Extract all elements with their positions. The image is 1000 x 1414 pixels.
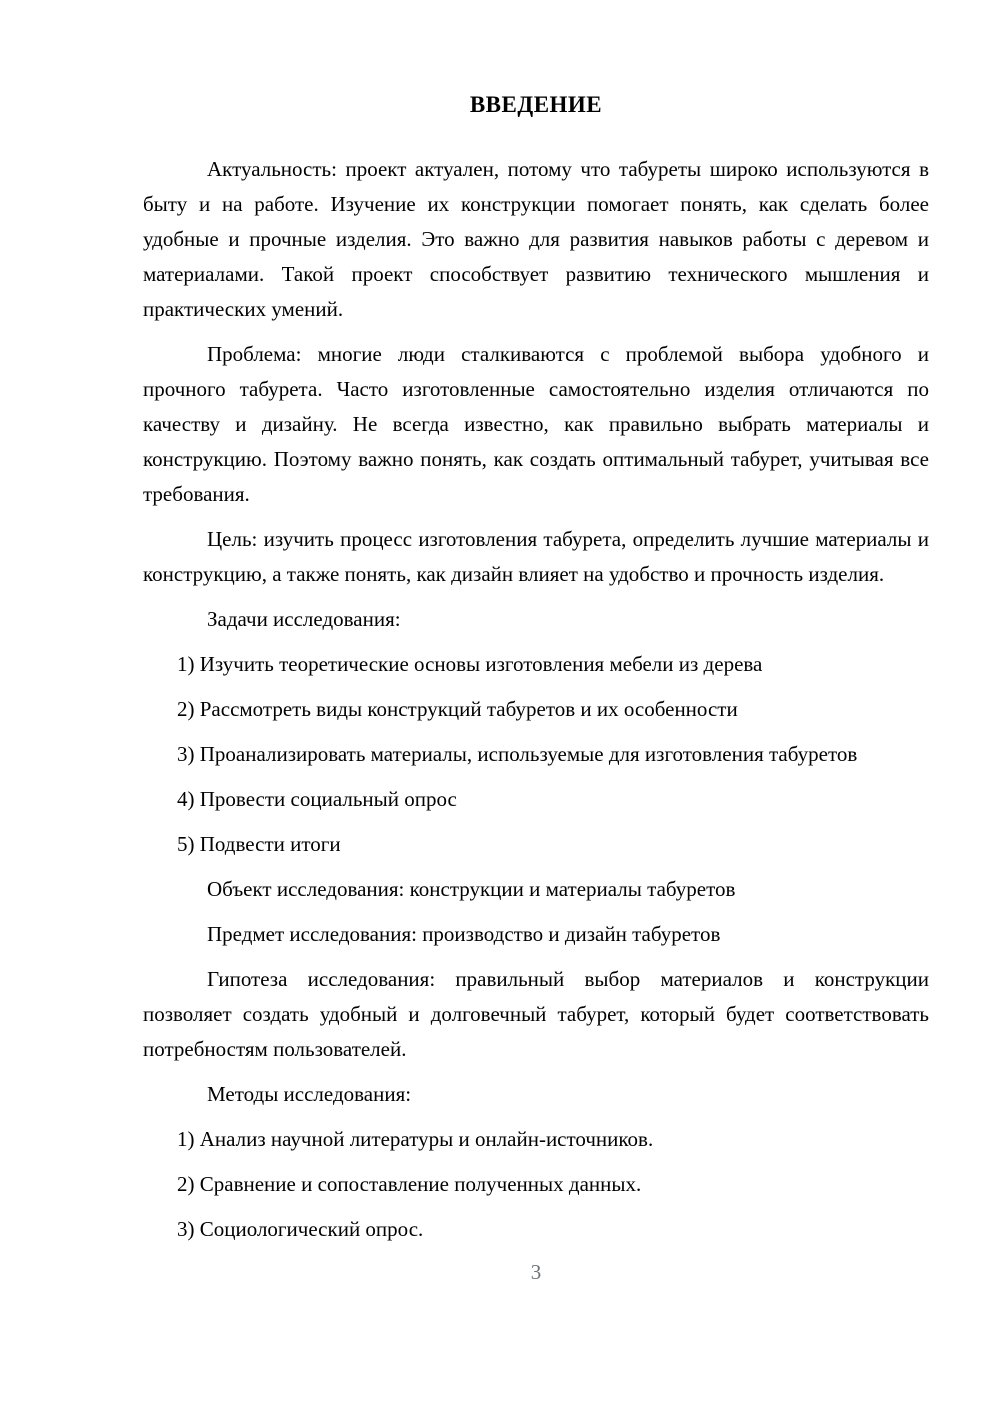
paragraph-problema: Проблема: многие люди сталкиваются с проблемой выбора удобного и прочного табурета. Часто изготовленные самостоятельно изделия отличаются по качеству и дизайну. Не всегда известно, как правильно выбрать материалы и конструкцию. Поэтому важно понять, как создать оптимальный табурет, учитывая все требования. xyxy=(143,342,929,506)
task-list-item-3: 3) Проанализировать материалы, используемые для изготовления табуретов xyxy=(177,742,858,766)
paragraph-metody-heading: Методы исследования: xyxy=(207,1082,412,1106)
method-list-item-3: 3) Социологический опрос. xyxy=(177,1217,424,1241)
paragraph-predmet: Предмет исследования: производство и дизайн табуретов xyxy=(207,922,721,946)
paragraph-obekt: Объект исследования: конструкции и материалы табуретов xyxy=(207,877,736,901)
method-list-item-2: 2) Сравнение и сопоставление полученных данных. xyxy=(177,1172,642,1196)
task-list-item-1: 1) Изучить теоретические основы изготовления мебели из дерева xyxy=(177,652,763,676)
paragraph-gipoteza: Гипотеза исследования: правильный выбор материалов и конструкции позволяет создать удобный и долговечный табурет, который будет соответствовать потребностям пользователей. xyxy=(143,967,929,1061)
task-list-item-5: 5) Подвести итоги xyxy=(177,832,341,856)
method-list-item-1: 1) Анализ научной литературы и онлайн-источников. xyxy=(177,1127,654,1151)
paragraph-tsel: Цель: изучить процесс изготовления табурета, определить лучшие материалы и конструкцию, а также понять, как дизайн влияет на удобство и прочность изделия. xyxy=(143,527,929,586)
paragraph-aktualnost: Актуальность: проект актуален, потому что табуреты широко используются в быту и на работе. Изучение их конструкции помогает понять, как сделать более удобные и прочные изделия. Это важно для развития навыков работы с деревом и материалами. Такой проект способствует развитию технического мышления и практических умений. xyxy=(143,157,929,321)
page-number: 3 xyxy=(530,1260,542,1284)
paragraph-zadachi-heading: Задачи исследования: xyxy=(207,607,401,631)
task-list-item-4: 4) Провести социальный опрос xyxy=(177,787,457,811)
document-title: ВВЕДЕНИЕ xyxy=(469,92,603,117)
task-list-item-2: 2) Рассмотреть виды конструкций табуретов и их особенности xyxy=(177,697,738,721)
